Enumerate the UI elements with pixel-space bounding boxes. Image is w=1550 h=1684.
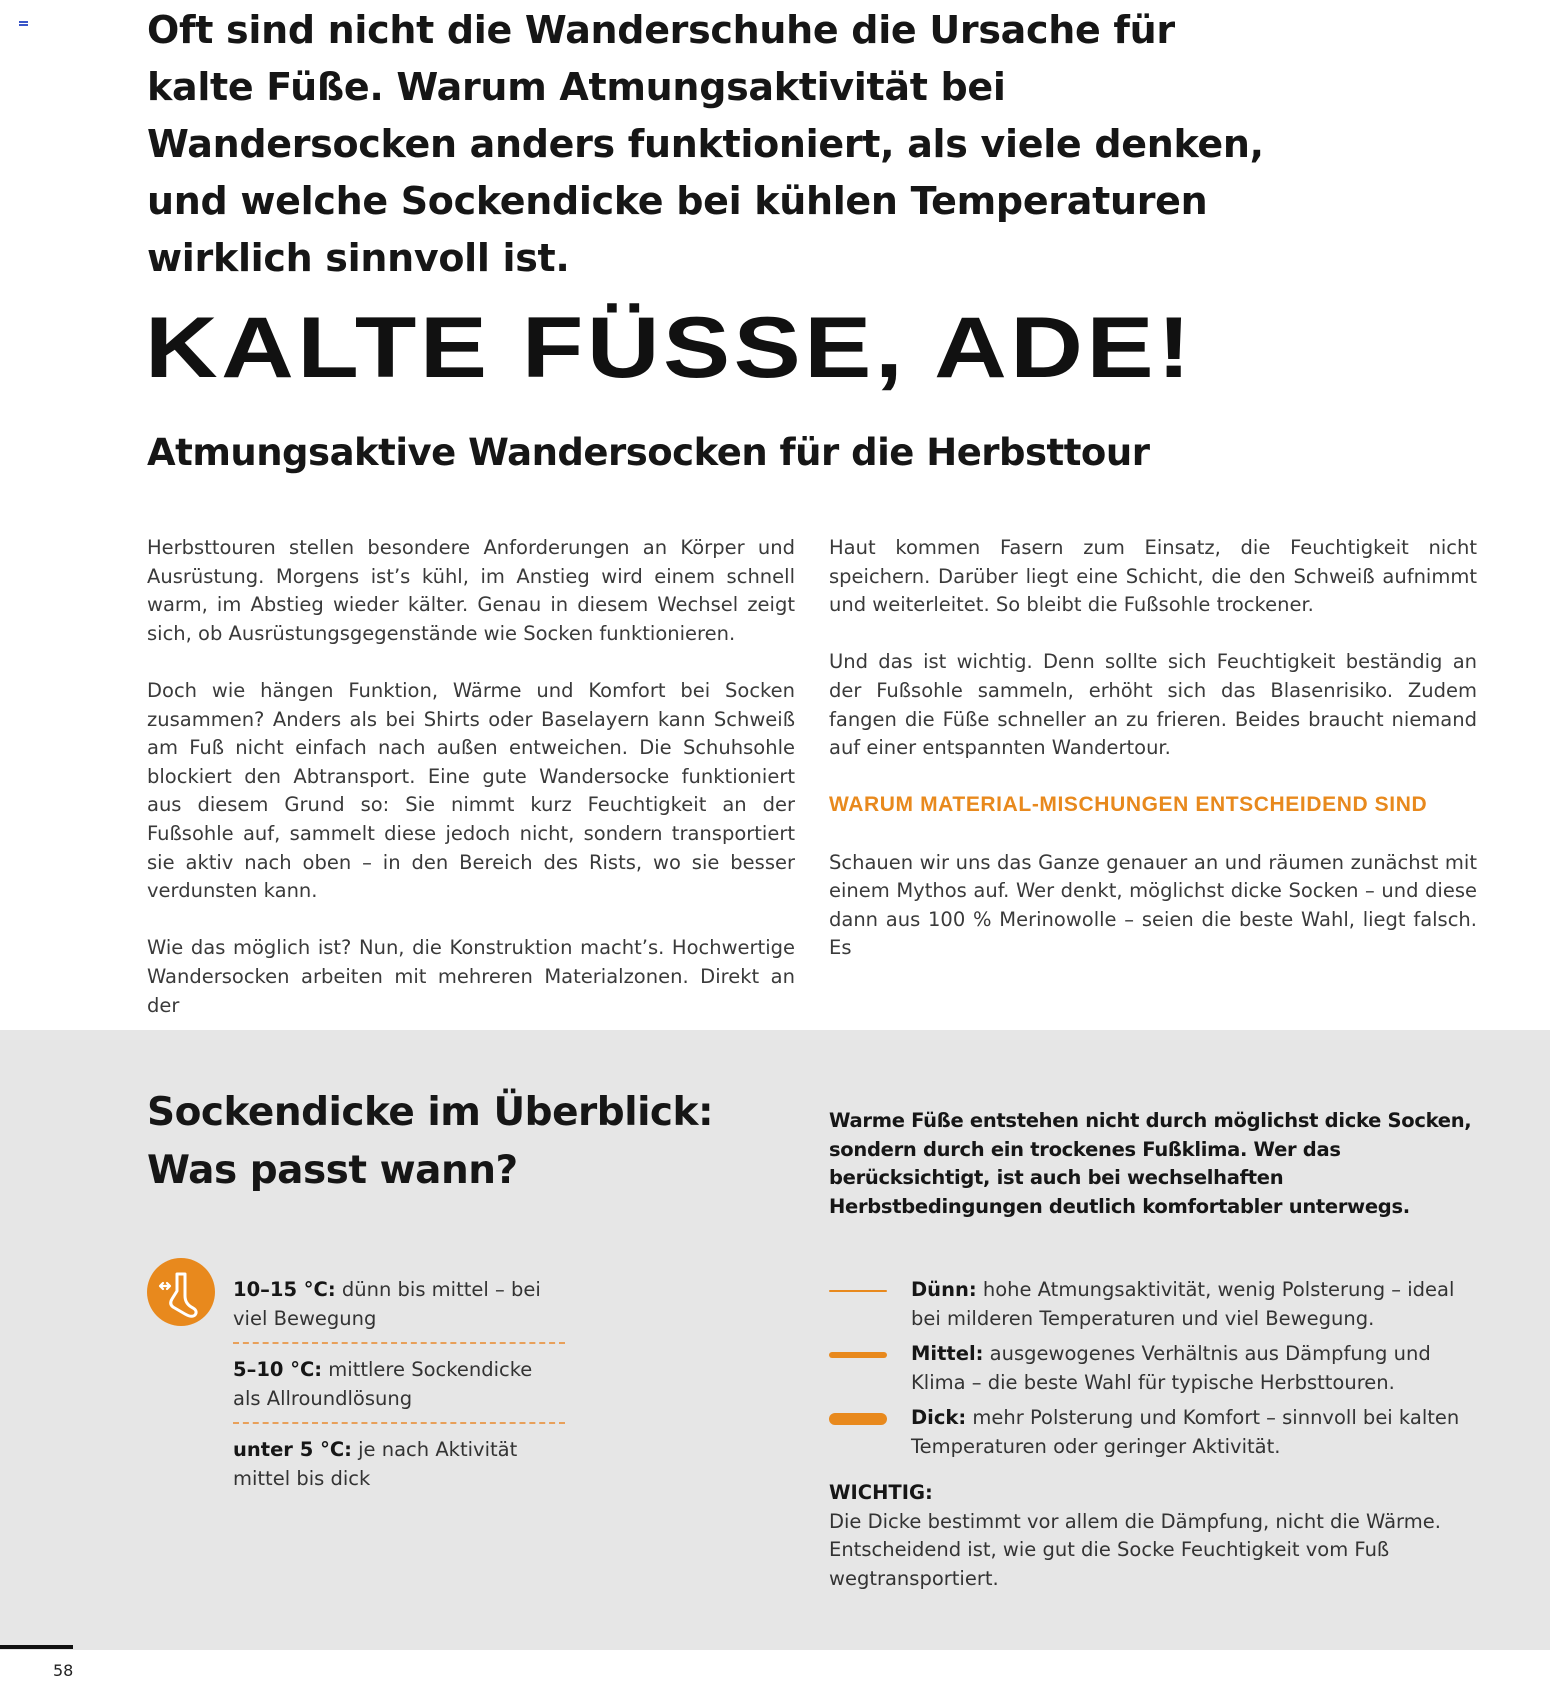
article-column-right bbox=[829, 534, 1477, 992]
medium-line-icon bbox=[829, 1352, 887, 1358]
section-heading: WARUM MATERIAL-MISCHUNGEN ENTSCHEIDEND SIND bbox=[829, 793, 1428, 817]
temperature-range: unter 5 °C: bbox=[233, 1438, 352, 1462]
panel-title bbox=[147, 1084, 713, 1200]
corner-mark bbox=[19, 21, 28, 27]
thickness-legend bbox=[829, 1276, 1489, 1469]
paragraph: Herbsttouren stellen besondere Anforderungen an Körper und Ausrüstung. Morgens ist’s kühl, im Anstieg wird einem schnell warm, im Abstieg wieder kälter. Genau in diesem Wechsel zeigt sich, ob Ausrüstungsgegenstände wie Socken funktionieren. bbox=[147, 536, 795, 645]
subheadline: Atmungsaktive Wandersocken für die Herbsttour bbox=[147, 431, 1150, 474]
important-note bbox=[829, 1479, 1469, 1593]
panel-lead-text: Warme Füße entstehen nicht durch möglichst dicke Socken, sondern durch ein trockenes Fußklima. Wer das berücksichtigt, ist auch bei wechselhaften Herbstbedingungen deutlich komfortabler unterwegs. bbox=[829, 1109, 1472, 1218]
legend-text: ausgewogenes Verhältnis aus Dämpfung und Klima – die beste Wahl für typische Herbsttouren. bbox=[911, 1342, 1431, 1394]
temperature-text: je nach Aktivität mittel bis dick bbox=[233, 1438, 518, 1490]
temperature-list bbox=[233, 1276, 565, 1503]
panel-title-line: Sockendicke im Überblick: bbox=[147, 1090, 714, 1135]
paragraph: Wie das möglich ist? Nun, die Konstruktion macht’s. Hochwertige Wandersocken arbeiten mit mehreren Materialzonen. Direkt an der bbox=[147, 936, 795, 1017]
footer-rule bbox=[0, 1645, 73, 1649]
panel-title-line: Was passt wann? bbox=[147, 1148, 518, 1193]
list-item bbox=[233, 1344, 565, 1424]
list-item bbox=[233, 1276, 565, 1344]
temperature-text: mittlere Sockendicke als Allroundlösung bbox=[233, 1358, 533, 1410]
temperature-range: 10–15 °C: bbox=[233, 1278, 336, 1301]
list-item bbox=[233, 1424, 565, 1502]
headline: KALTE FÜSSE, ADE! bbox=[145, 300, 1195, 396]
legend-text: hohe Atmungsaktivität, wenig Polsterung – ideal bei milderen Temperaturen und viel Bewegung. bbox=[911, 1278, 1455, 1330]
important-text: Die Dicke bestimmt vor allem die Dämpfung, nicht die Wärme. Entscheidend ist, wie gut die Socke Feuchtigkeit vom Fuß wegtransportiert. bbox=[829, 1509, 1441, 1590]
legend-label: Mittel: bbox=[911, 1342, 984, 1366]
temperature-range: 5–10 °C: bbox=[233, 1358, 323, 1382]
important-label: WICHTIG: bbox=[829, 1481, 933, 1504]
temperature-text: dünn bis mittel – bei viel Bewegung bbox=[233, 1278, 541, 1330]
paragraph: Schauen wir uns das Ganze genauer an und räumen zunächst mit einem Mythos auf. Wer denkt, möglichst dicke Socken – und diese dann aus 100 % Merinowolle – seien die beste Wahl, liegt falsch. Es bbox=[829, 850, 1477, 960]
thick-line-icon bbox=[829, 1413, 887, 1425]
page-number: 58 bbox=[53, 1661, 74, 1680]
paragraph: Haut kommen Fasern zum Einsatz, die Feuchtigkeit nicht speichern. Darüber liegt eine Schicht, die den Schweiß aufnimmt und weiterleitet. So bleibt die Fußsohle trockener. bbox=[829, 536, 1477, 617]
legend-text: mehr Polsterung und Komfort – sinnvoll bei kalten Temperaturen oder geringer Aktivität. bbox=[911, 1406, 1460, 1458]
sock-icon bbox=[147, 1258, 215, 1326]
thin-line-icon bbox=[829, 1290, 887, 1292]
legend-row-medium bbox=[829, 1340, 1489, 1397]
legend-row-thin bbox=[829, 1276, 1489, 1333]
legend-row-thick bbox=[829, 1404, 1489, 1461]
article-column-left bbox=[147, 534, 795, 1049]
paragraph: Und das ist wichtig. Denn sollte sich Feuchtigkeit beständig an der Fußsohle sammeln, erhöht sich das Blasenrisiko. Zudem fangen die Füße schneller an zu frieren. Beides braucht niemand auf einer entspannten Wandertour. bbox=[829, 650, 1477, 760]
legend-label: Dick: bbox=[911, 1406, 967, 1430]
paragraph: Doch wie hängen Funktion, Wärme und Komfort bei Socken zusammen? Anders als bei Shirts oder Baselayern kann Schweiß am Fuß nicht einfach nach außen entweichen. Die Schuhsohle blockiert den Abtransport. Eine gute Wandersocke funktioniert aus diesem Grund so: Sie nimmt kurz Feuchtigkeit an der Fußsohle auf, sammelt diese jedoch nicht, sondern transportiert sie aktiv nach oben – in den Bereich des Rists, wo sie besser verdunsten kann. bbox=[147, 678, 795, 903]
intro-text: Oft sind nicht die Wanderschuhe die Ursache für kalte Füße. Warum Atmungsaktivität bei Wandersocken anders funktioniert, als viele denken, und welche Sockendicke bei kühlen Temperaturen wirklich sinnvoll ist. bbox=[147, 8, 1264, 280]
legend-label: Dünn: bbox=[911, 1278, 977, 1301]
